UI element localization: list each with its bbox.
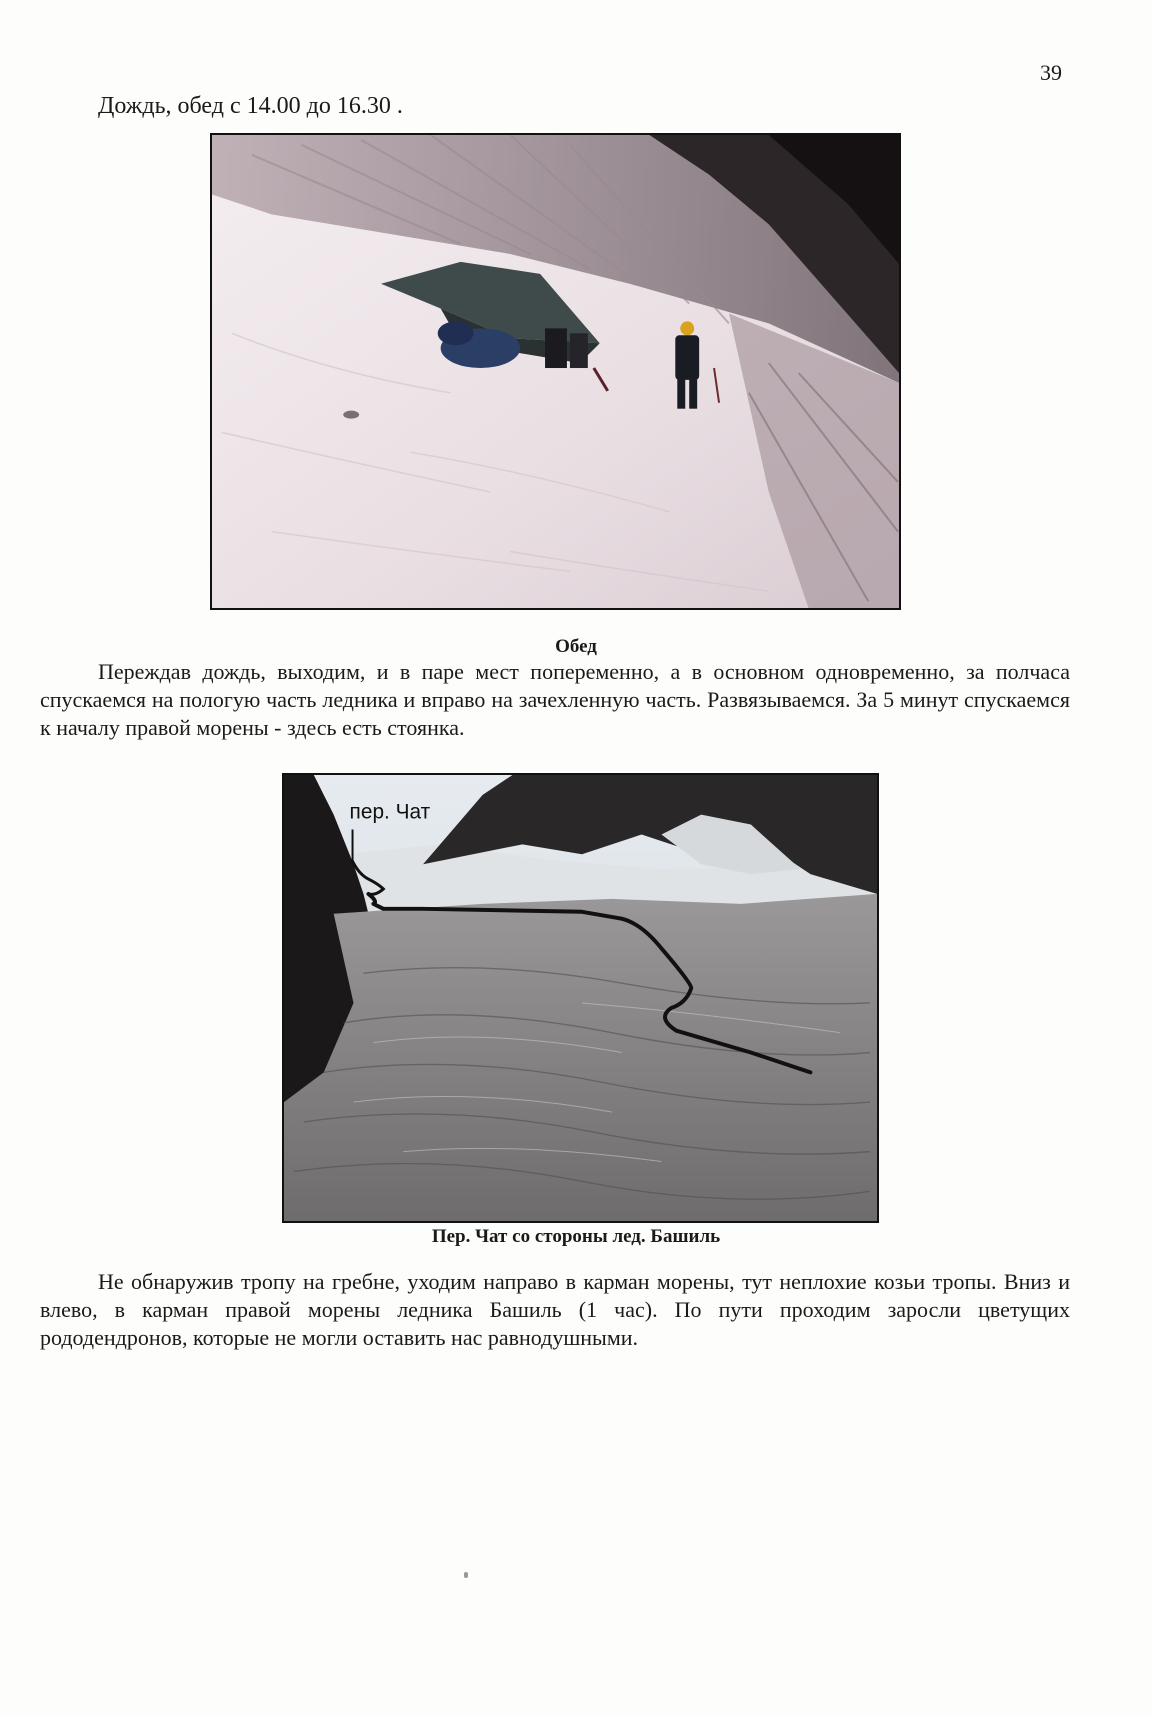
photo-lunch-camp-image xyxy=(212,135,899,608)
photo-chat-pass-image xyxy=(284,775,877,1221)
photo-chat-pass xyxy=(282,773,879,1223)
photo-lunch-camp xyxy=(210,133,901,610)
figure1-caption: Обед xyxy=(555,636,597,657)
intro-line: Дождь, обед с 14.00 до 16.30 . xyxy=(98,93,403,119)
scan-speck xyxy=(464,1572,468,1578)
paragraph-1: Переждав дождь, выходим, и в паре мест попеременно, а в основном одновременно, за полчаса спускаемся на пологую часть ледника и вправо на зачехленную часть. Развязываемся. За 5 минут спускаемся к началу правой морены - здесь есть стоянка. xyxy=(40,659,1070,740)
page-number: 39 xyxy=(1040,60,1062,85)
pass-label: пер. Чат xyxy=(349,800,431,824)
figure2-caption: Пер. Чат со стороны лед. Башиль xyxy=(431,1226,721,1247)
paragraph-2: Не обнаружив тропу на гребне, уходим направо в карман морены, тут неплохие козьи тропы. Вниз и влево, в карман правой морены ледника Башиль (1 час). По пути проходим заросли цветущих рододендронов, которые не могли оставить нас равнодушными. xyxy=(40,1269,1070,1350)
